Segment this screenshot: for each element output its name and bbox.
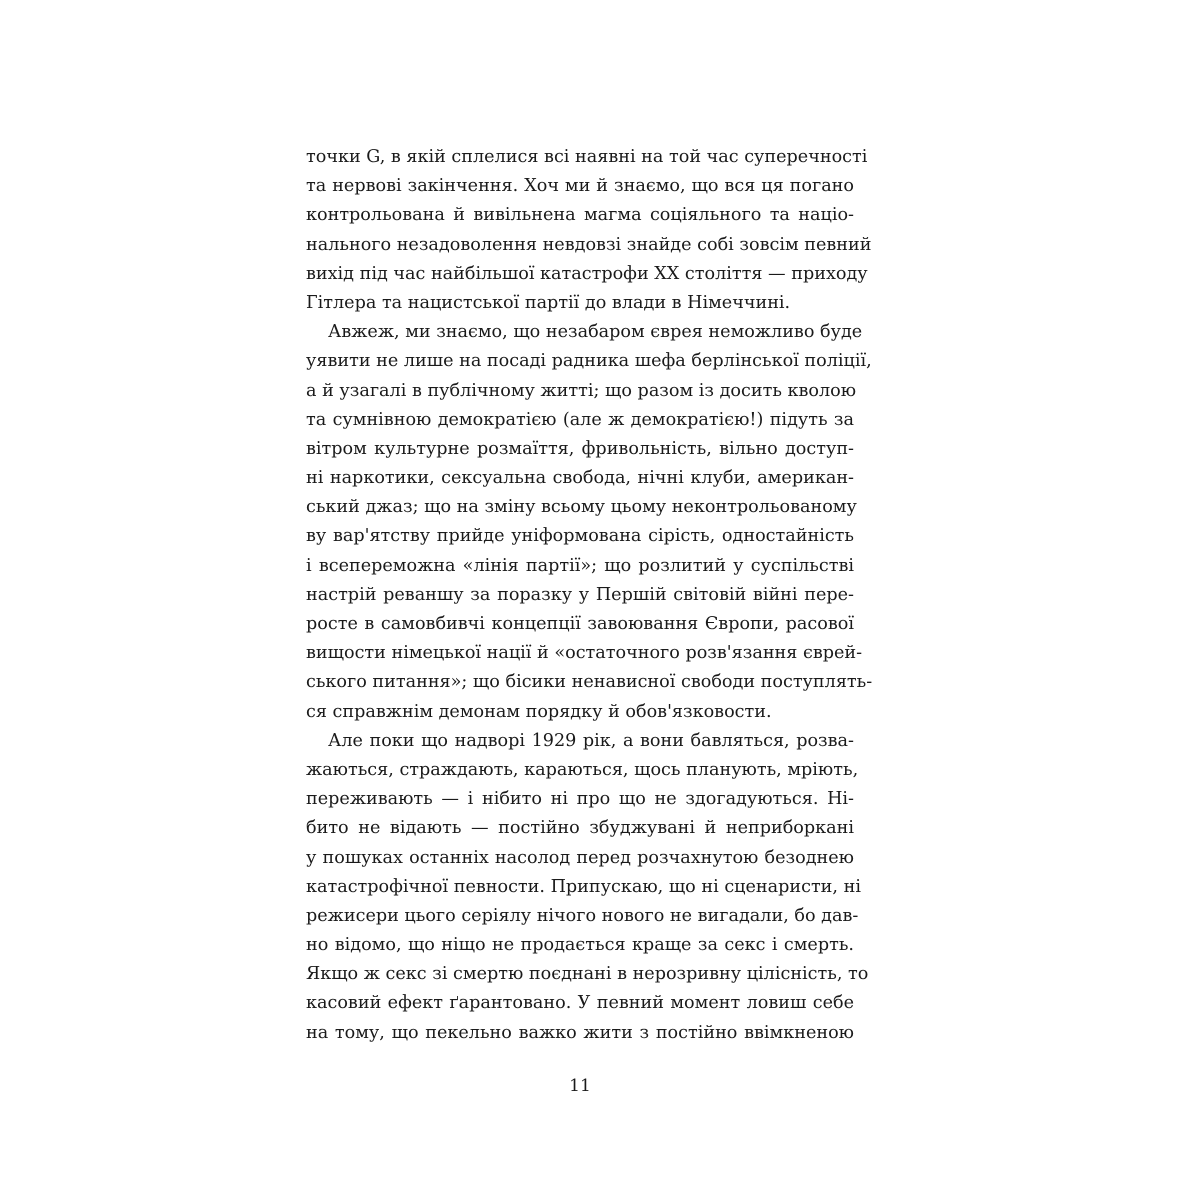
- text-line: но відомо, що ніщо не продається краще за секс і смерть.: [306, 935, 854, 956]
- text-line: ні наркотики, сексуальна свобода, нічні клуби, американ-: [306, 468, 854, 489]
- paragraph: [306, 143, 872, 318]
- text-line: на тому, що пекельно важко жити з постійно ввімкненою: [306, 1022, 854, 1043]
- text-line: переживають — і нібито ні про що не здогадуються. Ні-: [306, 789, 854, 810]
- text-line: у пошуках останніх насолод перед розчахнутою безоднею: [306, 847, 854, 868]
- text-line: точки G, в якій сплелися всі наявні на той час суперечності: [306, 147, 868, 167]
- text-line: нального незадоволення невдовзі знайде собі зовсім певний: [306, 234, 872, 255]
- text-line: бито не відають — постійно збуджувані й неприборкані: [306, 818, 854, 839]
- paragraph: [306, 727, 869, 1048]
- text-line: і всепереможна «лінія партії»; що розлитий у суспільстві: [306, 555, 854, 576]
- page-number: 11: [569, 1076, 591, 1096]
- paragraph: [306, 318, 873, 727]
- text-line: вихід під час найбільшої катастрофи XX століття — приходу: [306, 263, 868, 284]
- text-line: Якщо ж секс зі смертю поєднані в нерозривну цілісність, то: [306, 964, 869, 985]
- text-line: ського питання»; що бісики ненависної свободи поступлять-: [306, 672, 873, 693]
- body-text: [306, 143, 873, 1048]
- text-line: контрольована й вивільнена магма соціяльного та націо-: [306, 205, 854, 226]
- text-line: ся справжнім демонам порядку й обов'язковости.: [306, 701, 772, 722]
- text-line: вищости німецької нації й «остаточного розв'язання єврей-: [306, 643, 863, 664]
- text-line: та сумнівною демократією (але ж демократією!) підуть за: [306, 409, 854, 430]
- text-line: росте в самовбивчі концепції завоювання Європи, расової: [306, 614, 854, 634]
- text-line: та нервові закінчення. Хоч ми й знаємо, що вся ця погано: [306, 176, 854, 197]
- text-line: настрій реваншу за поразку у Першій світовій війні пере-: [306, 584, 854, 605]
- text-line: Авжеж, ми знаємо, що незабаром єврея неможливо буде: [328, 322, 863, 343]
- text-line: Гітлера та нацистської партії до влади в Німеччині.: [306, 292, 791, 313]
- text-line: режисери цього серіялу нічого нового не вигадали, бо дав-: [306, 905, 859, 926]
- text-line: катастрофічної певности. Припускаю, що ні сценаристи, ні: [306, 876, 861, 897]
- text-line: жаються, страждають, караються, щось планують, мріють,: [306, 759, 859, 780]
- text-line: касовий ефект ґарантовано. У певний момент ловиш себе: [306, 993, 854, 1014]
- text-line: ву вар'ятству прийде уніформована сірість, одностайність: [306, 526, 854, 547]
- text-line: а й узагалі в публічному житті; що разом із досить кволою: [306, 380, 857, 401]
- text-line: ський джаз; що на зміну всьому цьому неконтрольованому: [306, 497, 857, 518]
- text-line: вітром культурне розмаїття, фривольність, вільно доступ-: [306, 438, 854, 459]
- text-line: уявити не лише на посаді радника шефа берлінської поліції,: [306, 351, 872, 372]
- text-line: Але поки що надворі 1929 рік, а вони бавляться, розва-: [328, 730, 854, 751]
